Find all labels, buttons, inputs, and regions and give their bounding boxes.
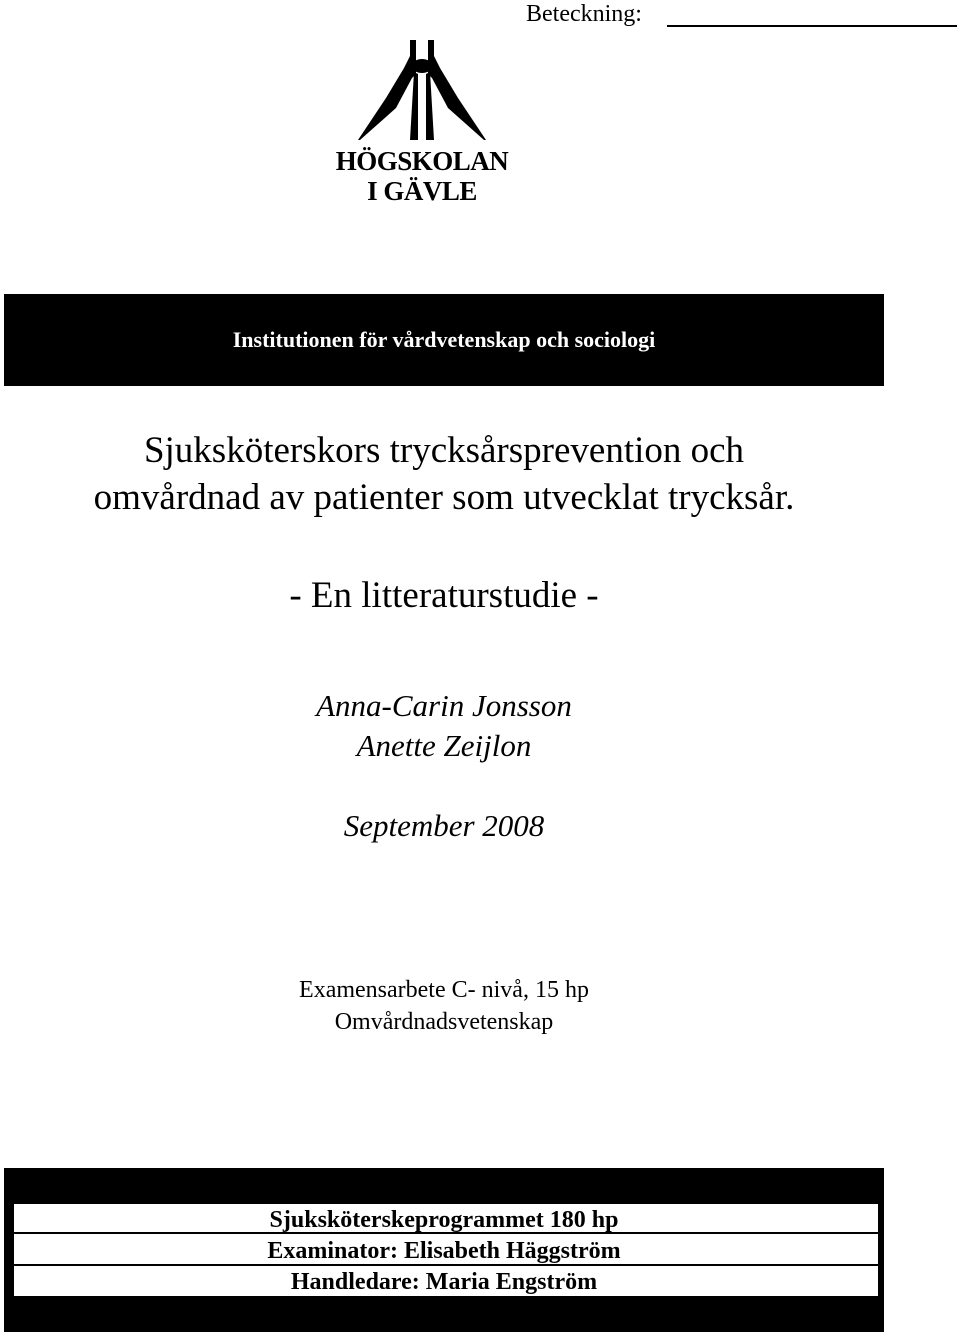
thesis-title-line2: omvårdnad av patienter som utvecklat trycksår.: [93, 477, 795, 518]
university-name: [300, 146, 544, 206]
examiner-name: Examinator: Elisabeth Häggström: [267, 1238, 621, 1264]
thesis-type: Examensarbete C- nivå, 15 hp: [299, 977, 589, 1003]
thesis-title: [0, 427, 888, 521]
thesis-subject: Omvårdnadsvetenskap: [334, 1009, 554, 1035]
programme-name: Sjuksköterskeprogrammet 180 hp: [269, 1207, 619, 1233]
designation-field-line: [667, 25, 957, 27]
supervisor-name: Handledare: Maria Engström: [290, 1269, 598, 1295]
university-name-line1: HÖGSKOLAN: [335, 146, 509, 176]
author-name: Anette Zeijlon: [356, 728, 532, 763]
author-name: Anna-Carin Jonsson: [316, 688, 572, 723]
designation-label: Beteckning:: [526, 1, 642, 27]
thesis-title-line1: Sjuksköterskors trycksårsprevention och: [143, 430, 745, 471]
thesis-subtitle: - En litteraturstudie -: [289, 575, 599, 616]
department-name: Institutionen för vårdvetenskap och sociologi: [232, 327, 656, 352]
thesis-info: [0, 974, 888, 1038]
publication-date: September 2008: [343, 808, 545, 843]
university-logo-icon: [356, 38, 488, 142]
university-name-line2: I GÄVLE: [367, 176, 477, 206]
footer-info: [4, 1205, 884, 1298]
author-list: [0, 686, 888, 766]
